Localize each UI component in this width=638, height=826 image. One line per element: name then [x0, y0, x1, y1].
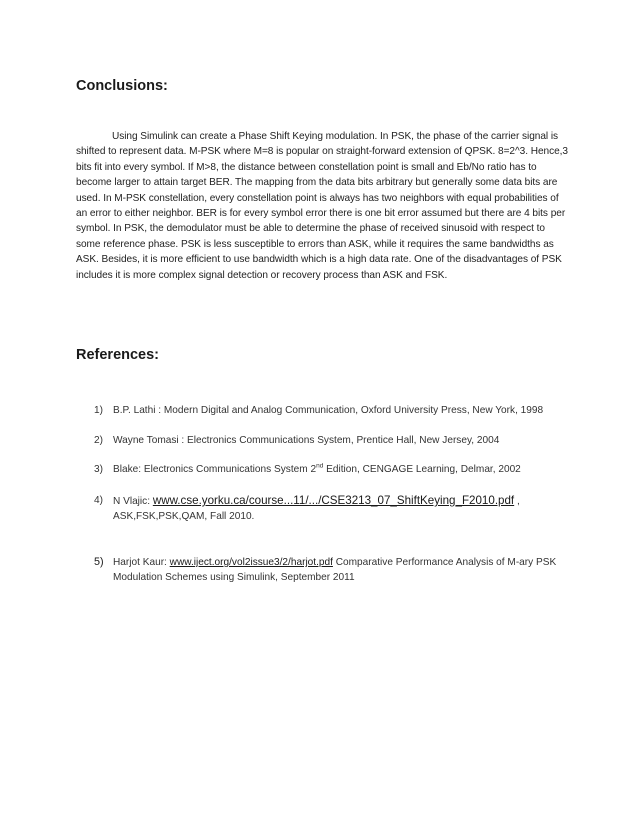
- reference-text: Wayne Tomasi : Electronics Communications System, Prentice Hall, New Jersey, 2004: [113, 435, 500, 446]
- reference-number: 5): [94, 556, 104, 568]
- reference-text: [113, 462, 564, 477]
- reference-text: B.P. Lathi : Modern Digital and Analog Communication, Oxford University Press, New York, 1998: [113, 405, 544, 416]
- reference-text-rest: Edition, CENGAGE Learning, Delmar, 2002: [323, 464, 521, 475]
- reference-text-rest: Comparative Performance Analysis of M-ary PSK Modulation Schemes using Simulink, September 2011: [113, 557, 557, 584]
- reference-text-line2: ASK,FSK,PSK,QAM, Fall 2010.: [113, 511, 255, 523]
- reference-text: [113, 555, 564, 586]
- reference-number: 3): [94, 464, 103, 475]
- reference-text: [113, 493, 564, 525]
- references-heading: References:: [76, 347, 160, 363]
- reference-number: 2): [94, 435, 103, 446]
- reference-item-1: [94, 403, 564, 418]
- reference-text-main: Blake: Electronics Communications System 2: [113, 464, 317, 475]
- reference-item-4: [94, 493, 564, 525]
- reference-number: 4): [94, 495, 103, 506]
- reference-item-2: [94, 433, 564, 448]
- reference-number: 1): [94, 405, 103, 416]
- superscript-ordinal: nd: [316, 462, 324, 470]
- reference-link-suffix: ,: [514, 496, 520, 507]
- reference-item-3: [94, 462, 564, 477]
- conclusions-paragraph: Using Simulink can create a Phase Shift Keying modulation. In PSK, the phase of the carrier signal is shifted to represent data. M-PSK where M=8 is popular on straight-forward extension of QPSK. 8=2^3. Hence,3 bits fit into every symbol. If M>8, the distance between constellation point is small and Eb/No ratio has to become larger to attain target BER. The mapping from the data bits arbitrary but generally some data bits are used. In M-PSK constellation, every constellation point is always has two neighbors with equal probabilities of an error to either neighbor. BER is for every symbol error there is one bit error assumed but there are 4 bits per symbol. In PSK, the demodulator must be able to determine the phase of received sinusoid with respect to some reference phase. PSK is less susceptible to errors than ASK, while it requires the same bandwidths as ASK. Besides, it is more efficient to use bandwidth which is a high data rate. One of the disadvantages of PSK includes it is more complex signal detection or recovery process than ASK and FSK.: [76, 131, 569, 281]
- reference-link[interactable]: www.iject.org/vol2issue3/2/harjot.pdf: [169, 557, 333, 568]
- reference-author: N Vlajic:: [113, 496, 153, 507]
- conclusions-heading: Conclusions:: [76, 78, 168, 94]
- reference-item-5: [94, 555, 564, 586]
- reference-author: Harjot Kaur:: [113, 557, 170, 568]
- reference-link[interactable]: www.cse.yorku.ca/course...11/.../CSE3213_07_ShiftKeying_F2010.pdf: [152, 494, 515, 507]
